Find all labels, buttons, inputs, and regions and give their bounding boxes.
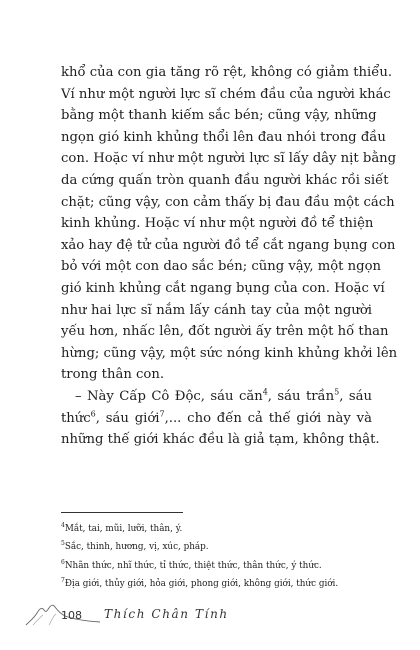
text-line: ngọn gió kinh khủng thổi lên đau nhói trong đầu bbox=[61, 129, 386, 145]
footnote bbox=[61, 557, 381, 575]
footnote-number: 5 bbox=[61, 540, 65, 548]
footnote-ref: 5 bbox=[334, 387, 340, 397]
text-line: Ví như một người lực sĩ chém đầu của người khác bbox=[61, 86, 391, 102]
text-segment: thức bbox=[61, 410, 91, 426]
footnote-number: 7 bbox=[61, 577, 65, 585]
text-line: trong thân con. bbox=[61, 367, 165, 383]
text-segment: , sáu giới bbox=[95, 410, 160, 426]
text-line: bỏ với một con dao sắc bén; cũng vậy, một ngọn bbox=[61, 259, 382, 275]
footnote-text: Nhãn thức, nhĩ thức, tỉ thức, thiệt thức, thân thức, ý thức. bbox=[64, 560, 322, 571]
paragraph-1 bbox=[61, 62, 398, 386]
footnote-number: 4 bbox=[61, 522, 65, 530]
text-line: gió kinh khủng cắt ngang bụng của con. Hoặc ví bbox=[61, 280, 385, 296]
text-line: hừng; cũng vậy, một sức nóng kinh khủng khởi lên bbox=[61, 345, 398, 361]
footnote-text: Địa giới, thủy giới, hỏa giới, phong giới, không giới, thức giới. bbox=[64, 579, 339, 590]
text-line: kinh khủng. Hoặc ví như một người đồ tể thiện bbox=[61, 216, 374, 232]
text-line bbox=[61, 408, 372, 430]
footnote-text: Mắt, tai, mũi, lưỡi, thân, ý. bbox=[64, 524, 183, 534]
footnotes bbox=[61, 520, 381, 594]
text-line: những thế giới khác đều là giả tạm, không thật. bbox=[61, 432, 380, 448]
footnote-ref: 6 bbox=[90, 409, 96, 419]
page-number: 108 bbox=[61, 609, 82, 622]
footnote-divider bbox=[61, 512, 183, 513]
footnote-ref: 7 bbox=[159, 409, 165, 419]
text-line: xảo hay đệ tử của người đồ tể cắt ngang bụng con bbox=[61, 237, 396, 253]
text-segment: , sáu bbox=[339, 388, 372, 404]
text-line: con. Hoặc ví như một người lực sĩ lấy dây nịt bằng bbox=[61, 151, 397, 167]
text-segment: , sáu trần bbox=[267, 388, 335, 404]
text-segment: – Này Cấp Cô Độc, sáu căn bbox=[75, 388, 263, 404]
text-line: như hai lực sĩ nắm lấy cánh tay của một người bbox=[61, 302, 372, 318]
footnote-number: 6 bbox=[61, 558, 65, 566]
text-line: chặt; cũng vậy, con cảm thấy bị đau đầu một cách bbox=[61, 194, 395, 210]
text-line: da cứng quấn tròn quanh đầu người khác rồi siết bbox=[61, 172, 389, 188]
text-line: bằng một thanh kiếm sắc bén; cũng vậy, những bbox=[61, 108, 377, 124]
text-line bbox=[61, 386, 372, 408]
page-footer bbox=[25, 586, 285, 626]
footnote bbox=[61, 538, 381, 556]
footnote-ref: 4 bbox=[262, 387, 268, 397]
author-name: Thích Chân Tính bbox=[104, 607, 229, 621]
main-text bbox=[61, 62, 398, 451]
text-line: khổ của con gia tăng rõ rệt, không có giảm thiểu. bbox=[61, 65, 393, 80]
paragraph-2 bbox=[61, 386, 380, 451]
footnote-text: Sắc, thinh, hương, vị, xúc, pháp. bbox=[64, 542, 209, 553]
footnote bbox=[61, 520, 381, 538]
text-segment: ,... cho đến cả thế giới này và bbox=[164, 410, 372, 426]
text-line: yếu hơn, nhấc lên, đốt người ấy trên một hố than bbox=[61, 324, 389, 340]
